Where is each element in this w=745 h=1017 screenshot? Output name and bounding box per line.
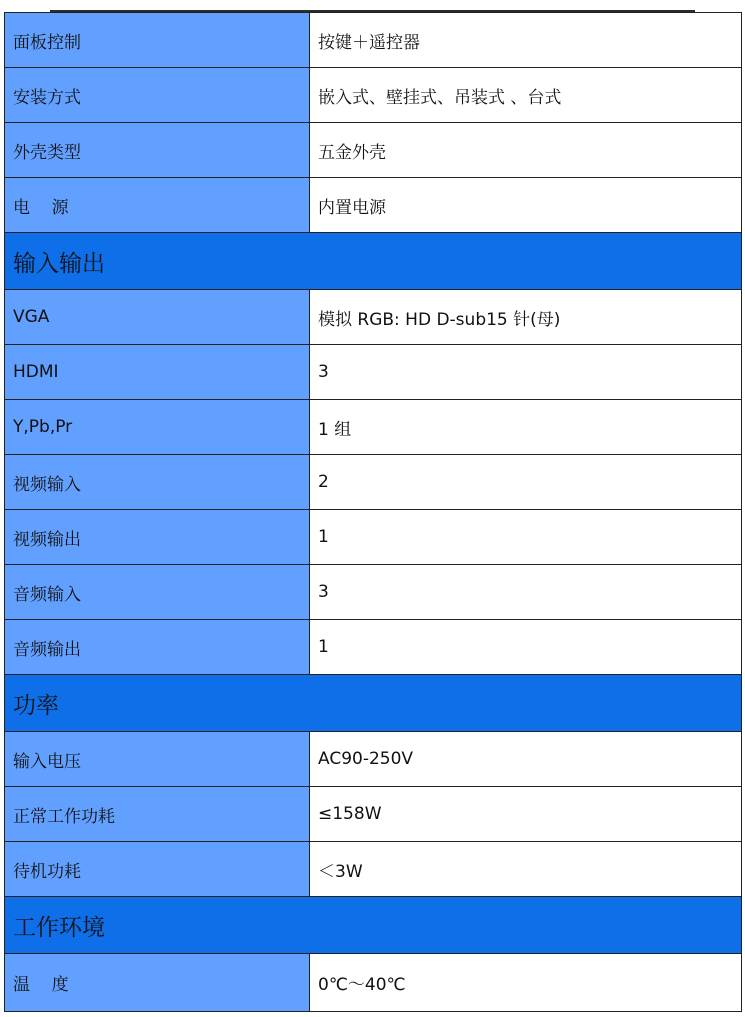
spec-row-housing bbox=[5, 123, 742, 178]
spec-value: 模拟 RGB: HD D-sub15 针(母) bbox=[310, 290, 742, 344]
spec-row-input-voltage bbox=[5, 732, 742, 787]
spec-label: 温 度 bbox=[5, 954, 310, 1011]
spec-label: 面板控制 bbox=[5, 13, 310, 67]
spec-row-temperature bbox=[5, 954, 742, 1012]
spec-row-audio-out bbox=[5, 620, 742, 675]
section-header-io: 输入输出 bbox=[5, 233, 742, 290]
spec-value: 嵌入式、壁挂式、吊装式 、台式 bbox=[310, 68, 742, 122]
spec-value: 1 bbox=[310, 620, 742, 674]
spec-row-hdmi bbox=[5, 345, 742, 400]
spec-row-panel-control bbox=[5, 13, 742, 68]
spec-value: 1 bbox=[310, 510, 742, 564]
spec-label: 视频输出 bbox=[5, 510, 310, 564]
spec-label: 安装方式 bbox=[5, 68, 310, 122]
spec-label: 输入电压 bbox=[5, 732, 310, 786]
spec-row-vga bbox=[5, 290, 742, 345]
spec-value: 3 bbox=[310, 565, 742, 619]
spec-value: ≤158W bbox=[310, 787, 742, 841]
spec-row-audio-in bbox=[5, 565, 742, 620]
spec-label: 正常工作功耗 bbox=[5, 787, 310, 841]
spec-row-power-supply bbox=[5, 178, 742, 233]
section-header-environment: 工作环境 bbox=[5, 897, 742, 954]
spec-value: AC90-250V bbox=[310, 732, 742, 786]
spec-label: 音频输入 bbox=[5, 565, 310, 619]
spec-label: 音频输出 bbox=[5, 620, 310, 674]
spec-label: 视频输入 bbox=[5, 455, 310, 509]
spec-table bbox=[4, 12, 742, 1012]
spec-label: VGA bbox=[5, 290, 310, 344]
spec-value: 0℃～40℃ bbox=[310, 954, 742, 1011]
section-header-power: 功率 bbox=[5, 675, 742, 732]
spec-label: HDMI bbox=[5, 345, 310, 399]
spec-label: 待机功耗 bbox=[5, 842, 310, 896]
spec-value: 内置电源 bbox=[310, 178, 742, 232]
spec-value: 按键＋遥控器 bbox=[310, 13, 742, 67]
spec-label: Y,Pb,Pr bbox=[5, 400, 310, 454]
spec-label: 外壳类型 bbox=[5, 123, 310, 177]
spec-row-working-power bbox=[5, 787, 742, 842]
spec-row-video-out bbox=[5, 510, 742, 565]
spec-value: 3 bbox=[310, 345, 742, 399]
spec-value: 五金外壳 bbox=[310, 123, 742, 177]
spec-value: ＜3W bbox=[310, 842, 742, 896]
spec-value: 1 组 bbox=[310, 400, 742, 454]
spec-row-video-in bbox=[5, 455, 742, 510]
spec-row-standby-power bbox=[5, 842, 742, 897]
spec-value: 2 bbox=[310, 455, 742, 509]
spec-label: 电 源 bbox=[5, 178, 310, 232]
spec-row-installation bbox=[5, 68, 742, 123]
spec-row-ypbpr bbox=[5, 400, 742, 455]
